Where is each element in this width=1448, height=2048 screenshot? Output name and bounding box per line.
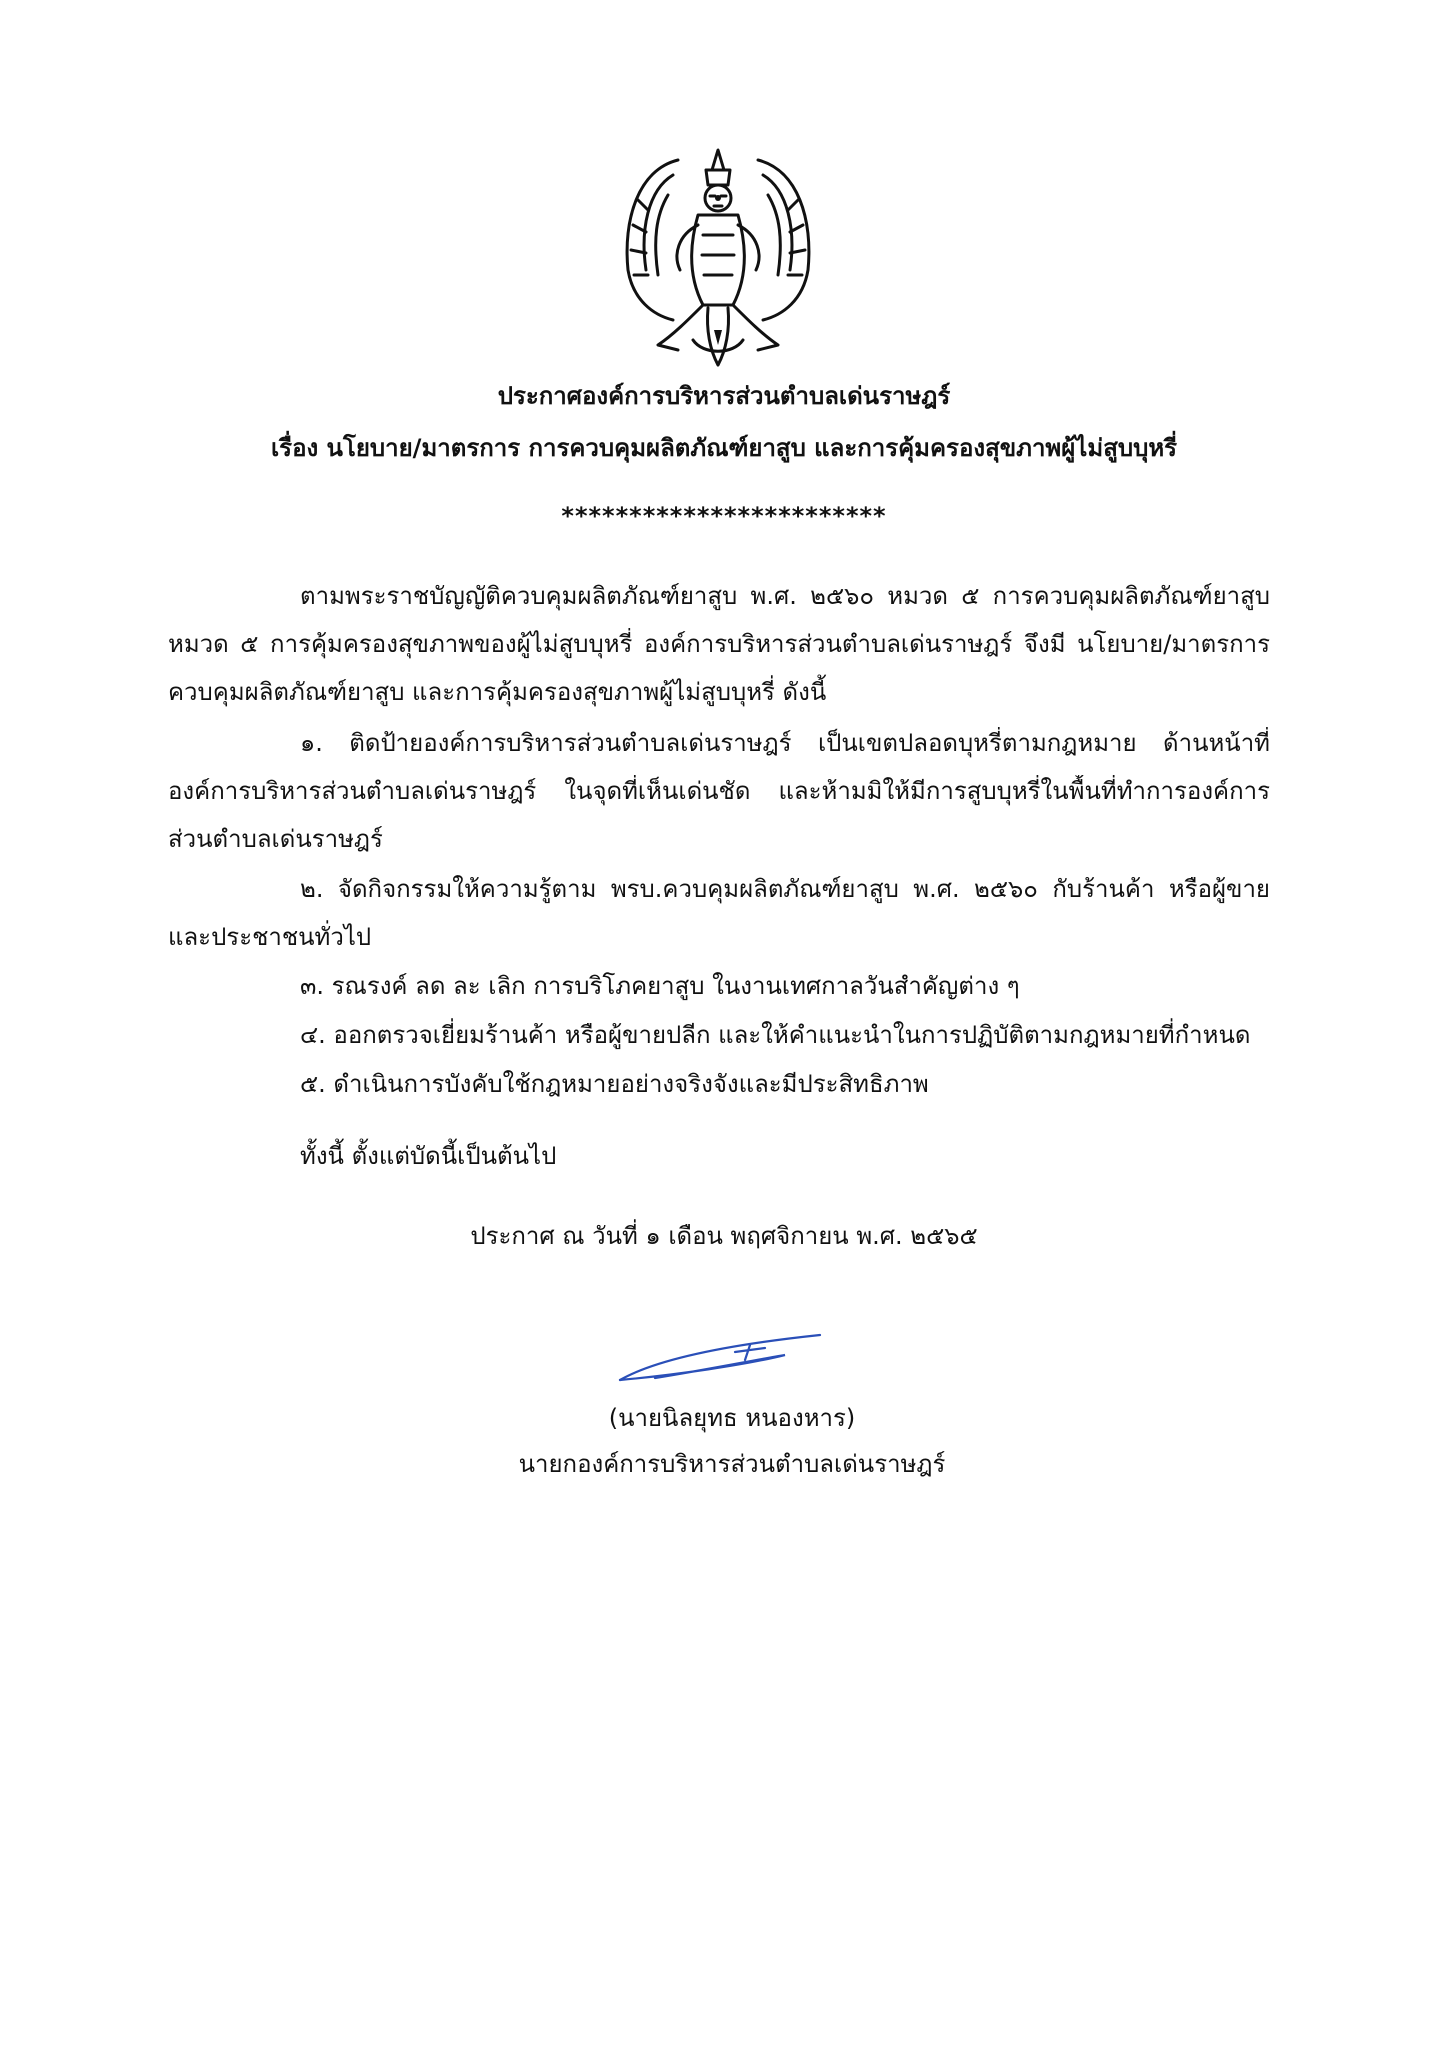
document-title: ประกาศองค์การบริหารส่วนตำบลเด่นราษฎร์ — [497, 382, 951, 410]
item-1-line-3: ส่วนตำบลเด่นราษฎร์ — [168, 825, 383, 853]
document-subject: เรื่อง นโยบาย/มาตรการ การควบคุมผลิตภัณฑ์ยาสูบ และการคุ้มครองสุขภาพผู้ไม่สูบบุหรี่ — [270, 434, 1178, 462]
item-2-line-1: ๒. จัดกิจกรรมให้ความรู้ตาม พรบ.ควบคุมผลิตภัณฑ์ยาสูบ พ.ศ. ๒๕๖๐ กับร้านค้า หรือผู้ขาย — [300, 875, 1270, 903]
intro-line-3: ควบคุมผลิตภัณฑ์ยาสูบ และการคุ้มครองสุขภาพผู้ไม่สูบบุหรี่ ดังนี้ — [168, 678, 827, 706]
announcement-date: ประกาศ ณ วันที่ ๑ เดือน พฤศจิกายน พ.ศ. ๒๕๖๕ — [470, 1222, 978, 1250]
signature-icon — [615, 1330, 830, 1390]
signatory-name: (นายนิลยุทธ หนองหาร) — [608, 1404, 856, 1432]
separator-stars: ************************ — [561, 502, 887, 530]
intro-line-2: หมวด ๕ การคุ้มครองสุขภาพของผู้ไม่สูบบุหรี่ องค์การบริหารส่วนตำบลเด่นราษฎร์ จึงมี นโยบาย/มาตรการ — [168, 630, 1270, 658]
item-4: ๔. ออกตรวจเยี่ยมร้านค้า หรือผู้ขายปลีก และให้คำแนะนำในการปฏิบัติตามกฎหมายที่กำหนด — [300, 1021, 1251, 1049]
effective-clause: ทั้งนี้ ตั้งแต่บัดนี้เป็นต้นไป — [300, 1142, 557, 1170]
item-1-line-1: ๑. ติดป้ายองค์การบริหารส่วนตำบลเด่นราษฎร์ เป็นเขตปลอดบุหรี่ตามกฎหมาย ด้านหน้าที่ — [300, 729, 1270, 757]
item-2-line-2: และประชาชนทั่วไป — [168, 923, 372, 951]
item-3: ๓. รณรงค์ ลด ละ เลิก การบริโภคยาสูบ ในงานเทศกาลวันสำคัญต่าง ๆ — [300, 972, 1020, 1000]
signatory-position: นายกองค์การบริหารส่วนตำบลเด่นราษฎร์ — [518, 1450, 946, 1478]
garuda-emblem-icon — [618, 140, 818, 380]
intro-line-1: ตามพระราชบัญญัติควบคุมผลิตภัณฑ์ยาสูบ พ.ศ. ๒๕๖๐ หมวด ๕ การควบคุมผลิตภัณฑ์ยาสูบ — [300, 582, 1270, 610]
item-1-line-2: องค์การบริหารส่วนตำบลเด่นราษฎร์ ในจุดที่เห็นเด่นชัด และห้ามมิให้มีการสูบบุหรี่ในพื้นที่ทำการองค์การ — [168, 777, 1270, 805]
item-5: ๕. ดำเนินการบังคับใช้กฎหมายอย่างจริงจังและมีประสิทธิภาพ — [300, 1070, 929, 1098]
